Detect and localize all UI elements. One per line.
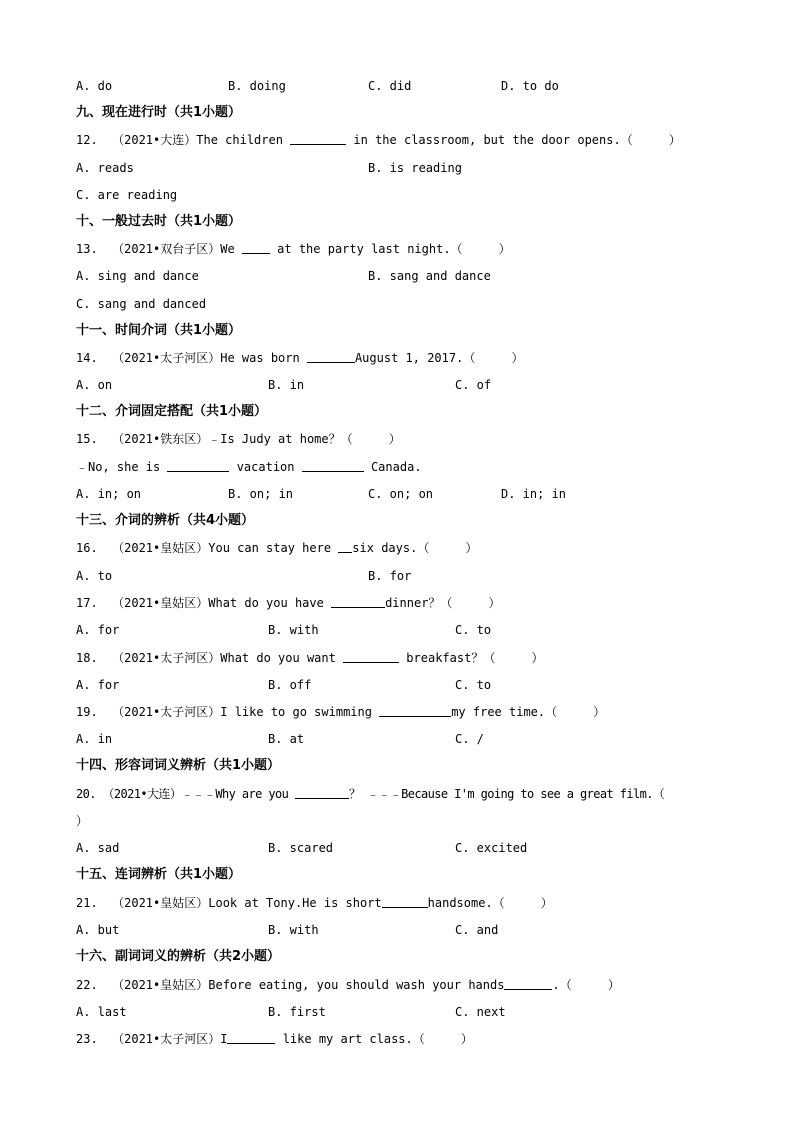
option-b: B. on; in xyxy=(228,487,294,501)
answer-blank xyxy=(295,785,349,799)
option-a: A. on xyxy=(76,378,113,392)
option-c: C. excited xyxy=(455,841,528,855)
option-b: B. doing xyxy=(228,79,286,93)
option-c: C. sang and danced xyxy=(76,297,207,311)
section-heading: 十五、连词辨析（共1小题） xyxy=(76,867,242,882)
option-b: B. in xyxy=(268,378,305,392)
answer-blank xyxy=(331,594,385,608)
section-heading: 十四、形容词词义辨析（共1小题） xyxy=(76,758,281,773)
question-18: 18. （2021•太子河区）What do you want breakfast？（ ） xyxy=(76,651,544,665)
question-15: 15. （2021•铁东区）﹣Is Judy at home？（ ） xyxy=(76,432,401,446)
answer-blank xyxy=(227,1030,275,1044)
option-d: D. in; in xyxy=(501,487,567,501)
section-heading: 十二、介词固定搭配（共1小题） xyxy=(76,404,268,419)
option-row xyxy=(76,76,734,96)
option-row xyxy=(76,484,734,504)
answer-blank xyxy=(307,349,355,363)
question-12: 12. （2021•大连）The children in the classroom, but the door opens.（ ） xyxy=(76,133,681,147)
option-row xyxy=(76,729,734,749)
question-17: 17. （2021•皇姑区）What do you have dinner？（ ） xyxy=(76,596,501,610)
option-a: A. in xyxy=(76,732,113,746)
section-heading: 十六、副词词义的辨析（共2小题） xyxy=(76,949,281,964)
option-c: C. of xyxy=(455,378,492,392)
option-b: B. at xyxy=(268,732,305,746)
question-16: 16. （2021•皇姑区）You can stay here six days.（ ） xyxy=(76,541,478,555)
section-heading: 九、现在进行时（共1小题） xyxy=(76,105,242,120)
option-b: B. with xyxy=(268,623,319,637)
option-c: C. did xyxy=(368,79,412,93)
option-b: B. is reading xyxy=(368,161,462,175)
option-c: C. / xyxy=(455,732,484,746)
option-row xyxy=(76,920,734,940)
answer-blank xyxy=(242,240,270,254)
section-heading: 十三、介词的辨析（共4小题） xyxy=(76,513,255,528)
question-22: 22. （2021•皇姑区）Before eating, you should wash your hands .（ ） xyxy=(76,978,620,992)
question-20-close: ） xyxy=(76,814,89,828)
option-row xyxy=(76,566,734,586)
answer-blank xyxy=(338,539,352,553)
option-a: A. for xyxy=(76,623,120,637)
option-a: A. in; on xyxy=(76,487,142,501)
option-d: D. to do xyxy=(501,79,559,93)
section-heading: 十、一般过去时（共1小题） xyxy=(76,214,242,229)
answer-blank xyxy=(379,703,451,717)
option-a: A. for xyxy=(76,678,120,692)
option-row xyxy=(76,1002,734,1022)
option-a: A. reads xyxy=(76,161,134,175)
option-row xyxy=(76,675,734,695)
option-row xyxy=(76,838,734,858)
question-15-dialogue: ﹣No, she is vacation Canada. xyxy=(76,460,422,474)
option-a: A. sing and dance xyxy=(76,269,199,283)
answer-blank xyxy=(290,131,346,145)
question-21: 21. （2021•皇姑区）Look at Tony.He is short handsome.（ ） xyxy=(76,896,553,910)
question-20: 20. （2021•大连）﹣﹣﹣Why are you ？ ﹣﹣﹣Because I'm going to see a great film.（ xyxy=(76,787,665,801)
option-c: C. to xyxy=(455,623,492,637)
question-19: 19. （2021•太子河区）I like to go swimming my free time.（ ） xyxy=(76,705,606,719)
option-b: B. with xyxy=(268,923,319,937)
question-13: 13. （2021•双台子区）We at the party last night.（ ） xyxy=(76,242,511,256)
answer-blank xyxy=(382,894,428,908)
option-row xyxy=(76,375,734,395)
option-b: B. first xyxy=(268,1005,326,1019)
question-14: 14. （2021•太子河区）He was born August 1, 2017.（ ） xyxy=(76,351,524,365)
option-a: A. last xyxy=(76,1005,127,1019)
section-heading: 十一、时间介词（共1小题） xyxy=(76,323,242,338)
answer-blank xyxy=(302,458,364,472)
option-b: B. off xyxy=(268,678,312,692)
option-a: A. to xyxy=(76,569,113,583)
option-c: C. next xyxy=(455,1005,506,1019)
answer-blank xyxy=(343,649,399,663)
question-23: 23. （2021•太子河区）I like my art class.（ ） xyxy=(76,1032,473,1046)
option-c: C. on; on xyxy=(368,487,434,501)
option-a: A. but xyxy=(76,923,120,937)
answer-blank xyxy=(504,976,552,990)
option-b: B. scared xyxy=(268,841,334,855)
option-b: B. sang and dance xyxy=(368,269,491,283)
option-c: C. to xyxy=(455,678,492,692)
option-a: A. sad xyxy=(76,841,120,855)
option-b: B. for xyxy=(368,569,412,583)
option-row xyxy=(76,266,734,286)
option-row xyxy=(76,158,734,178)
answer-blank xyxy=(167,458,229,472)
option-a: A. do xyxy=(76,79,113,93)
option-row xyxy=(76,620,734,640)
option-c: C. and xyxy=(455,923,499,937)
option-c: C. are reading xyxy=(76,188,178,202)
